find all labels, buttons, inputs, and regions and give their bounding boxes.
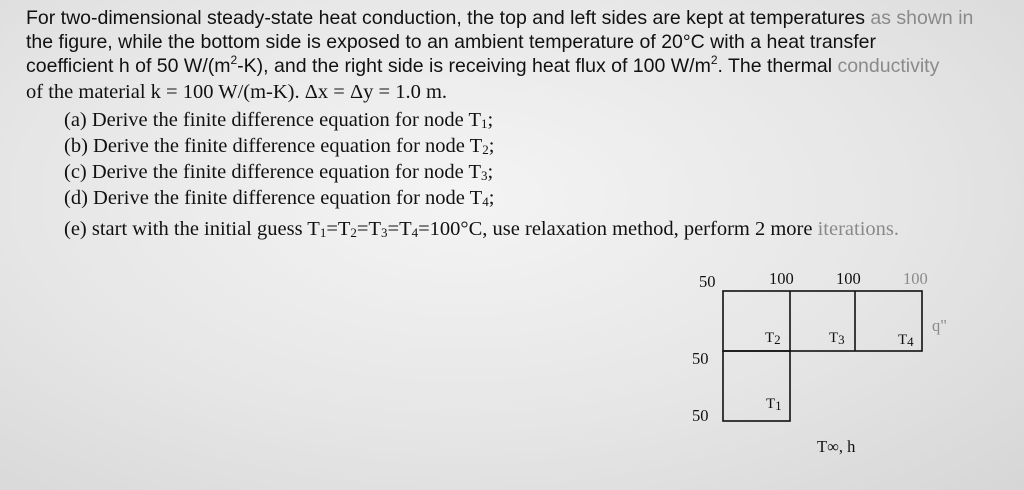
node-t1-label: T: [766, 396, 776, 412]
part-d-sub: 4: [482, 194, 489, 209]
top-temp-1: 50: [699, 272, 716, 291]
part-e-e: =100°C, use relaxation method, perform 2 more: [418, 218, 813, 240]
intro-text-3d: conductivity: [837, 55, 940, 77]
node-t4-sub: 4: [907, 334, 914, 349]
part-b-text: (b) Derive the finite difference equation for node T: [64, 135, 483, 157]
part-e-s1: 1: [319, 225, 327, 240]
top-temp-4: 100: [903, 269, 928, 288]
node-t2: [765, 330, 781, 347]
intro-text-3b: -K), and the right side is receiving heat flux of 100 W/m: [237, 55, 711, 77]
left-temp-2: 50: [692, 406, 709, 425]
node-t1: [766, 396, 782, 413]
heat-flux-label: q": [932, 316, 947, 335]
part-e-s2: 2: [350, 225, 357, 240]
part-c-text: (c) Derive the finite difference equation for node T: [64, 161, 482, 183]
top-temp-3: 100: [836, 269, 861, 288]
ambient-label: T∞, h: [817, 437, 856, 456]
part-e-s3: 3: [381, 225, 388, 240]
top-temp-2: 100: [769, 269, 794, 288]
part-e-a: (e) start with the initial guess T: [64, 218, 320, 240]
part-e-c: =T: [356, 218, 382, 240]
part-d-text: (d) Derive the finite difference equation for node T: [64, 187, 483, 209]
part-a-sub: 1: [481, 116, 488, 131]
part-a-text: (a) Derive the finite difference equation for node T: [64, 109, 482, 131]
left-temp-1: 50: [692, 349, 709, 368]
node-t3: [829, 330, 845, 347]
part-c-sub: 3: [481, 168, 488, 183]
intro-text-1: For two-dimensional steady-state heat conduction, the top and left sides are kept at temperatures: [26, 7, 865, 29]
intro-text-4: of the material k = 100 W/(m-K). Δx = Δy = 1.0 m.: [26, 81, 448, 103]
grid-top-row: [723, 291, 922, 351]
part-e-f: iterations.: [817, 218, 900, 240]
part-e-d: =T: [387, 218, 412, 240]
part-e-s4: 4: [411, 225, 419, 240]
node-t3-sub: 3: [838, 332, 845, 347]
part-a-end: ;: [487, 109, 494, 131]
intro-text-1-faded: as shown in: [870, 7, 974, 29]
node-t2-label: T: [765, 330, 775, 346]
part-e-b: =T: [326, 218, 351, 240]
intro-sup-2: 2: [710, 53, 718, 67]
node-t2-sub: 2: [774, 332, 781, 347]
intro-sup-1: 2: [230, 53, 238, 67]
intro-text-2: the figure, while the bottom side is exposed to an ambient temperature of 20°C with a heat transfer: [26, 31, 877, 53]
part-b-sub: 2: [482, 142, 489, 157]
node-t3-label: T: [829, 330, 839, 346]
node-t4-label: T: [898, 332, 908, 348]
node-t4: [898, 332, 914, 349]
part-c-end: ;: [487, 161, 494, 183]
intro-text-3a: coefficient h of 50 W/(m: [26, 55, 231, 77]
part-d-end: ;: [488, 187, 495, 209]
node-t1-sub: 1: [775, 398, 782, 413]
intro-text-3c: . The thermal: [717, 55, 833, 77]
part-b-end: ;: [488, 135, 495, 157]
